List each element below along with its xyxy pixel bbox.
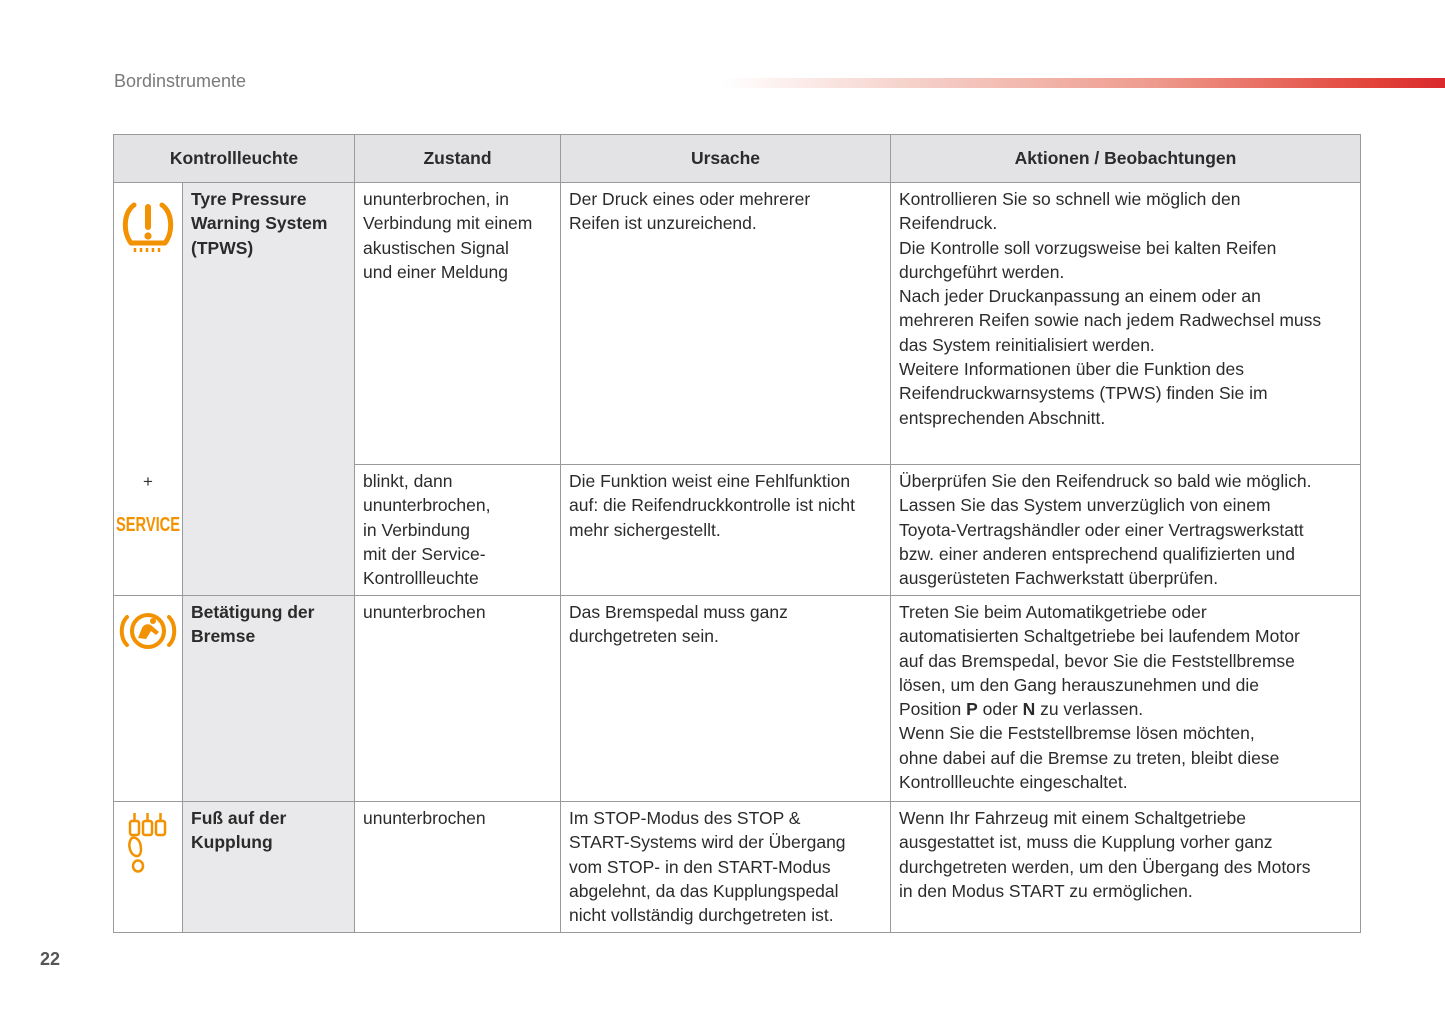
- text-line: Wenn Ihr Fahrzeug mit einem Schaltgetriebe: [899, 808, 1246, 828]
- text-line: ununterbrochen: [363, 808, 486, 828]
- warning-lights-table: [113, 134, 1361, 933]
- service-warning-icon: [115, 512, 181, 537]
- text-line: Verbindung mit einem: [363, 213, 533, 234]
- aktionen-cell: [891, 596, 1361, 802]
- header-accent-bar: [722, 78, 1445, 88]
- clutch-foot-icon: [123, 810, 173, 874]
- gear-p-label: P: [966, 699, 978, 720]
- header-ursache: Ursache: [561, 135, 891, 183]
- text-line: in Verbindung: [363, 519, 471, 540]
- zustand-cell: [355, 802, 561, 933]
- text-line: ununterbrochen,: [363, 495, 491, 516]
- section-title: Bordinstrumente: [114, 71, 247, 91]
- name-line: Tyre Pressure: [191, 189, 307, 209]
- name-line: Bremse: [191, 626, 256, 647]
- text-line: Die Funktion weist eine Fehlfunktion: [569, 471, 851, 491]
- text-line: bzw. einer anderen entsprechend qualifizierten und: [899, 543, 1295, 564]
- text-line: Reifendruck.: [899, 213, 998, 234]
- text-line: Der Druck eines oder mehrerer: [569, 189, 811, 209]
- name-line: Fuß auf der: [191, 808, 287, 828]
- page-number: 22: [40, 949, 61, 969]
- text-line: ohne dabei auf die Bremse zu treten, bleibt diese: [899, 747, 1280, 768]
- text-line: ausgestattet ist, muss die Kupplung vorher ganz: [899, 832, 1273, 853]
- text-line: START-Systems wird der Übergang: [569, 832, 846, 853]
- text-line: in den Modus START zu ermöglichen.: [899, 880, 1193, 901]
- text-line: Weitere Informationen über die Funktion des: [899, 359, 1245, 380]
- plus-sign: +: [143, 472, 153, 491]
- clutch-icon-cell: [114, 802, 183, 933]
- text-fragment: Position: [899, 699, 967, 720]
- text-fragment: zu verlassen.: [1035, 699, 1144, 720]
- table-row: [114, 596, 1361, 802]
- text-line: Reifen ist unzureichend.: [569, 213, 757, 234]
- header-kontrollleuchte: Kontrollleuchte: [114, 135, 355, 183]
- text-line: Reifendruckwarnsystems (TPWS) finden Sie im: [899, 383, 1268, 404]
- name-line: Warning System: [191, 213, 328, 234]
- table-row: [114, 183, 1361, 465]
- text-line: das System reinitialisiert werden.: [899, 334, 1155, 355]
- text-line: nicht vollständig durchgetreten ist.: [569, 905, 834, 926]
- tyre-pressure-warning-icon: [118, 195, 178, 255]
- tpws-name-cell: [183, 183, 355, 596]
- text-line: ununterbrochen, in: [363, 189, 509, 209]
- service-label: SERVICE: [116, 514, 180, 537]
- aktionen-cell: [891, 465, 1361, 596]
- text-line: Im STOP-Modus des STOP &: [569, 808, 801, 828]
- tpws-icon-cell: [114, 183, 183, 596]
- text-line: abgelehnt, da das Kupplungspedal: [569, 880, 839, 901]
- text-line: Wenn Sie die Feststellbremse lösen möchten,: [899, 723, 1255, 744]
- text-line: ausgerüsteten Fachwerkstatt überprüfen.: [899, 568, 1219, 589]
- text-line: Lassen Sie das System unverzüglich von einem: [899, 495, 1271, 516]
- text-line: automatisierten Schaltgetriebe bei laufendem Motor: [899, 626, 1300, 647]
- ursache-cell: [561, 802, 891, 933]
- text-line: lösen, um den Gang herauszunehmen und die: [899, 674, 1259, 695]
- text-line: Die Kontrolle soll vorzugsweise bei kalten Reifen: [899, 237, 1277, 258]
- text-line: blinkt, dann: [363, 471, 453, 491]
- text-line: mehr sichergestellt.: [569, 519, 721, 540]
- name-line: (TPWS): [191, 237, 254, 258]
- zustand-cell: [355, 596, 561, 802]
- name-line: Kupplung: [191, 832, 273, 853]
- text-line: mit der Service-: [363, 543, 486, 564]
- text-line: Kontrollleuchte: [363, 568, 479, 589]
- ursache-cell: [561, 183, 891, 465]
- header-aktionen: Aktionen / Beobachtungen: [891, 135, 1361, 183]
- text-line: akustischen Signal: [363, 237, 509, 258]
- clutch-name-cell: [183, 802, 355, 933]
- gear-n-label: N: [1022, 699, 1036, 720]
- text-line: mehreren Reifen sowie nach jedem Radwechsel muss: [899, 310, 1322, 331]
- brake-icon-cell: [114, 596, 183, 802]
- text-line: Das Bremspedal muss ganz: [569, 602, 788, 622]
- ursache-cell: [561, 596, 891, 802]
- text-line: auf: die Reifendruckkontrolle ist nicht: [569, 495, 855, 516]
- ursache-cell: [561, 465, 891, 596]
- brake-name-cell: [183, 596, 355, 802]
- text-line: vom STOP- in den START-Modus: [569, 856, 831, 877]
- text-line: durchgeführt werden.: [899, 261, 1065, 282]
- brake-pedal-icon: [118, 608, 178, 654]
- text-line: [899, 697, 1352, 721]
- text-line: Toyota-Vertragshändler oder einer Vertragswerkstatt: [899, 519, 1304, 540]
- name-line: Betätigung der: [191, 602, 315, 622]
- table-header-row: [114, 135, 1361, 183]
- text-line: durchgetreten sein.: [569, 626, 719, 647]
- text-line: durchgetreten werden, um den Übergang des Motors: [899, 856, 1311, 877]
- text-line: Kontrollieren Sie so schnell wie möglich den: [899, 189, 1241, 209]
- text-line: ununterbrochen: [363, 602, 486, 622]
- text-line: Überprüfen Sie den Reifendruck so bald wie möglich.: [899, 471, 1312, 491]
- zustand-cell: [355, 183, 561, 465]
- text-line: Kontrollleuchte eingeschaltet.: [899, 772, 1128, 793]
- text-line: auf das Bremspedal, bevor Sie die Feststellbremse: [899, 650, 1295, 671]
- aktionen-cell: [891, 802, 1361, 933]
- text-line: Nach jeder Druckanpassung an einem oder an: [899, 286, 1261, 307]
- text-line: entsprechenden Abschnitt.: [899, 407, 1106, 428]
- zustand-cell: [355, 465, 561, 596]
- aktionen-cell: [891, 183, 1361, 465]
- text-fragment: oder: [977, 699, 1023, 720]
- header-zustand: Zustand: [355, 135, 561, 183]
- text-line: Treten Sie beim Automatikgetriebe oder: [899, 602, 1207, 622]
- text-line: und einer Meldung: [363, 261, 508, 282]
- table-row: [114, 802, 1361, 933]
